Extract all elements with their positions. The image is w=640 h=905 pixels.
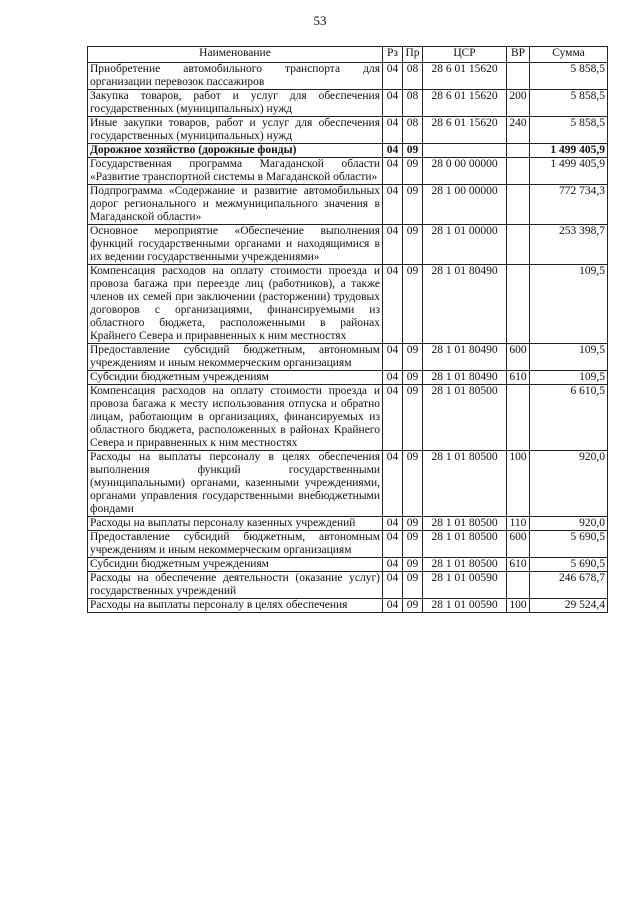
cell-rz: 04: [383, 558, 403, 572]
cell-pr: 09: [403, 517, 423, 531]
cell-vr: [507, 385, 530, 451]
cell-name: Расходы на обеспечение деятельности (оказание услуг) государственных учреждений: [88, 572, 383, 599]
cell-csr: 28 1 01 80500: [423, 517, 507, 531]
cell-sum: 1 499 405,9: [530, 158, 608, 185]
cell-pr: 09: [403, 158, 423, 185]
table-row: [88, 371, 608, 385]
cell-sum: 109,5: [530, 371, 608, 385]
cell-pr: 09: [403, 572, 423, 599]
cell-csr: 28 6 01 15620: [423, 117, 507, 144]
cell-vr: 610: [507, 371, 530, 385]
header-name: Наименование: [88, 47, 383, 63]
cell-csr: 28 1 01 80490: [423, 371, 507, 385]
cell-rz: 04: [383, 63, 403, 90]
header-csr: ЦСР: [423, 47, 507, 63]
cell-pr: 09: [403, 185, 423, 225]
cell-sum: 5 858,5: [530, 117, 608, 144]
cell-pr: 08: [403, 117, 423, 144]
cell-csr: 28 1 01 80500: [423, 531, 507, 558]
page-number: 53: [313, 13, 327, 28]
cell-vr: 100: [507, 451, 530, 517]
cell-rz: 04: [383, 185, 403, 225]
cell-csr: 28 1 01 80500: [423, 558, 507, 572]
cell-name: Иные закупки товаров, работ и услуг для обеспечения государственных (муниципальных) нужд: [88, 117, 383, 144]
cell-sum: 5 858,5: [530, 63, 608, 90]
cell-pr: 09: [403, 531, 423, 558]
cell-sum: 772 734,3: [530, 185, 608, 225]
table-row: [88, 531, 608, 558]
cell-name: Расходы на выплаты персоналу казенных учреждений: [88, 517, 383, 531]
cell-csr: 28 1 01 80500: [423, 451, 507, 517]
cell-vr: 600: [507, 531, 530, 558]
cell-csr: 28 1 01 80500: [423, 385, 507, 451]
cell-sum: 1 499 405,9: [530, 144, 608, 158]
table-row: [88, 158, 608, 185]
cell-name: Расходы на выплаты персоналу в целях обеспечения: [88, 599, 383, 613]
cell-rz: 04: [383, 90, 403, 117]
cell-sum: 5 690,5: [530, 531, 608, 558]
cell-sum: 6 610,5: [530, 385, 608, 451]
cell-pr: 09: [403, 385, 423, 451]
cell-vr: [507, 225, 530, 265]
cell-name: Субсидии бюджетным учреждениям: [88, 371, 383, 385]
table-row: [88, 517, 608, 531]
table-row: [88, 572, 608, 599]
cell-csr: 28 0 00 00000: [423, 158, 507, 185]
cell-rz: 04: [383, 117, 403, 144]
cell-name: Предоставление субсидий бюджетным, автономным учреждениям и иным некоммерческим организациям: [88, 344, 383, 371]
cell-name: Дорожное хозяйство (дорожные фонды): [88, 144, 383, 158]
header-vr: ВР: [507, 47, 530, 63]
cell-csr: 28 1 01 80490: [423, 344, 507, 371]
table-row: [88, 344, 608, 371]
table-row: [88, 265, 608, 344]
cell-pr: 08: [403, 90, 423, 117]
table-header-row: [88, 47, 608, 63]
cell-sum: 253 398,7: [530, 225, 608, 265]
cell-sum: 920,0: [530, 451, 608, 517]
cell-sum: 920,0: [530, 517, 608, 531]
cell-name: Закупка товаров, работ и услуг для обеспечения государственных (муниципальных) нужд: [88, 90, 383, 117]
header-sum: Сумма: [530, 47, 608, 63]
cell-name: Компенсация расходов на оплату стоимости проезда и провоза багажа к месту использования отпуска и обратно лицам, работающим в организациях, финансируемых из областного бюджета, расположенных в районах Крайнего Севера и приравненных к ним местностях: [88, 385, 383, 451]
table-row: [88, 63, 608, 90]
cell-name: Предоставление субсидий бюджетным, автономным учреждениям и иным некоммерческим организациям: [88, 531, 383, 558]
cell-sum: 5 858,5: [530, 90, 608, 117]
cell-rz: 04: [383, 158, 403, 185]
cell-pr: 09: [403, 144, 423, 158]
cell-name: Государственная программа Магаданской области «Развитие транспортной системы в Магаданской области»: [88, 158, 383, 185]
cell-rz: 04: [383, 344, 403, 371]
table-row: [88, 185, 608, 225]
cell-name: Основное мероприятие «Обеспечение выполнения функций государственными органами и находящимися в их ведении государственными учреждениями»: [88, 225, 383, 265]
cell-sum: 5 690,5: [530, 558, 608, 572]
cell-csr: 28 1 01 00590: [423, 572, 507, 599]
cell-csr: 28 6 01 15620: [423, 90, 507, 117]
cell-vr: [507, 265, 530, 344]
cell-rz: 04: [383, 531, 403, 558]
cell-vr: [507, 158, 530, 185]
cell-pr: 09: [403, 371, 423, 385]
cell-rz: 04: [383, 451, 403, 517]
budget-table: [87, 46, 608, 613]
cell-rz: 04: [383, 265, 403, 344]
cell-sum: 246 678,7: [530, 572, 608, 599]
table-row: [88, 599, 608, 613]
table-row: [88, 451, 608, 517]
cell-rz: 04: [383, 385, 403, 451]
header-rz: Рз: [383, 47, 403, 63]
cell-vr: [507, 63, 530, 90]
cell-pr: 09: [403, 265, 423, 344]
cell-vr: 240: [507, 117, 530, 144]
cell-vr: [507, 144, 530, 158]
cell-rz: 04: [383, 599, 403, 613]
cell-rz: 04: [383, 517, 403, 531]
cell-pr: 09: [403, 344, 423, 371]
cell-sum: 109,5: [530, 344, 608, 371]
cell-sum: 109,5: [530, 265, 608, 344]
header-pr: Пр: [403, 47, 423, 63]
table-row: [88, 144, 608, 158]
cell-csr: 28 1 01 00000: [423, 225, 507, 265]
cell-name: Приобретение автомобильного транспорта для организации перевозок пассажиров: [88, 63, 383, 90]
table-row: [88, 558, 608, 572]
table-row: [88, 385, 608, 451]
cell-csr: 28 6 01 15620: [423, 63, 507, 90]
cell-csr: 28 1 01 80490: [423, 265, 507, 344]
table-row: [88, 117, 608, 144]
table-row: [88, 90, 608, 117]
cell-name: Подпрограмма «Содержание и развитие автомобильных дорог регионального и межмуниципального значения в Магаданской области»: [88, 185, 383, 225]
cell-name: Субсидии бюджетным учреждениям: [88, 558, 383, 572]
cell-rz: 04: [383, 572, 403, 599]
cell-pr: 09: [403, 558, 423, 572]
cell-vr: [507, 572, 530, 599]
cell-csr: 28 1 01 00590: [423, 599, 507, 613]
cell-csr: [423, 144, 507, 158]
cell-rz: 04: [383, 225, 403, 265]
cell-pr: 09: [403, 225, 423, 265]
cell-name: Расходы на выплаты персоналу в целях обеспечения выполнения функций государственными (муниципальными) органами, казенными учреждениями, органами управления государственными внебюджетными фондами: [88, 451, 383, 517]
cell-pr: 08: [403, 63, 423, 90]
cell-vr: 100: [507, 599, 530, 613]
cell-sum: 29 524,4: [530, 599, 608, 613]
cell-vr: 600: [507, 344, 530, 371]
table-row: [88, 225, 608, 265]
cell-pr: 09: [403, 451, 423, 517]
cell-vr: 610: [507, 558, 530, 572]
cell-name: Компенсация расходов на оплату стоимости проезда и провоза багажа при переезде лиц (работников), а также членов их семей при заключении (расторжении) трудовых договоров с организациями, финансируемыми из областного бюджета, расположенными в районах Крайнего Севера и приравненных к ним местностях: [88, 265, 383, 344]
cell-pr: 09: [403, 599, 423, 613]
cell-csr: 28 1 00 00000: [423, 185, 507, 225]
cell-rz: 04: [383, 371, 403, 385]
cell-rz: 04: [383, 144, 403, 158]
cell-vr: 110: [507, 517, 530, 531]
cell-vr: [507, 185, 530, 225]
cell-vr: 200: [507, 90, 530, 117]
